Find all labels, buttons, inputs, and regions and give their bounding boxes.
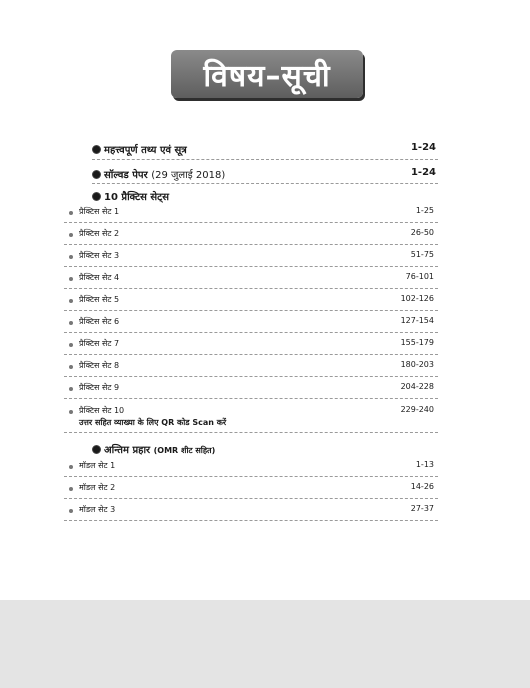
item-bullet-icon [69, 343, 73, 347]
section-title[interactable]: महत्त्वपूर्ण तथ्य एवं सूत्र [104, 145, 187, 156]
divider [64, 222, 438, 223]
item-bullet-icon [69, 255, 73, 259]
section-title[interactable] [104, 167, 225, 181]
divider [64, 376, 438, 377]
item-pages: 76-101 [405, 272, 434, 281]
divider [64, 520, 438, 521]
divider [64, 332, 438, 333]
divider [64, 354, 438, 355]
item-pages: 27-37 [410, 504, 434, 513]
list-item[interactable]: प्रैक्टिस सेट 2 [79, 229, 120, 238]
list-item[interactable]: मॉडल सेट 1 [79, 461, 116, 470]
item-bullet-icon [69, 365, 73, 369]
item-pages: 229-240 [400, 405, 434, 414]
item-bullet-icon [69, 387, 73, 391]
qr-note: उत्तर सहित व्याख्या के लिए QR कोड Scan करें [79, 418, 227, 427]
item-pages: 1-13 [415, 460, 434, 469]
section-pages: 1-24 [410, 142, 436, 153]
list-item[interactable]: प्रैक्टिस सेट 10 [79, 406, 125, 415]
item-pages: 204-228 [400, 382, 434, 391]
list-item[interactable]: प्रैक्टिस सेट 9 [79, 383, 120, 392]
list-item[interactable]: प्रैक्टिस सेट 7 [79, 339, 120, 348]
item-bullet-icon [69, 211, 73, 215]
item-bullet-icon [69, 277, 73, 281]
section-title-suffix: (29 जुलाई 2018) [151, 170, 226, 181]
divider [64, 398, 438, 399]
divider [92, 159, 438, 160]
list-item[interactable]: प्रैक्टिस सेट 5 [79, 295, 120, 304]
item-pages: 102-126 [400, 294, 434, 303]
list-item[interactable]: प्रैक्टिस सेट 4 [79, 273, 120, 282]
page-title: विषय–सूची [203, 58, 331, 94]
divider [64, 432, 438, 433]
list-item[interactable]: प्रैक्टिस सेट 1 [79, 207, 120, 216]
list-item[interactable]: मॉडल सेट 2 [79, 483, 116, 492]
item-pages: 127-154 [400, 316, 434, 325]
item-pages: 51-75 [410, 250, 434, 259]
section-title-text: अन्तिम प्रहार [104, 445, 151, 456]
item-pages: 180-203 [400, 360, 434, 369]
divider [64, 310, 438, 311]
item-bullet-icon [69, 233, 73, 237]
title-banner [171, 50, 363, 98]
divider [64, 266, 438, 267]
list-item[interactable]: प्रैक्टिस सेट 8 [79, 361, 120, 370]
item-bullet-icon [69, 410, 73, 414]
divider [64, 476, 438, 477]
list-item[interactable]: प्रैक्टिस सेट 3 [79, 251, 120, 260]
section-title[interactable]: 10 प्रैक्टिस सेट्स [104, 192, 169, 203]
list-item[interactable]: प्रैक्टिस सेट 6 [79, 317, 120, 326]
section-bullet-icon [92, 445, 101, 454]
item-pages: 14-26 [410, 482, 434, 491]
item-pages: 155-179 [400, 338, 434, 347]
item-bullet-icon [69, 299, 73, 303]
item-pages: 26-50 [410, 228, 434, 237]
divider [92, 183, 438, 184]
section-pages: 1-24 [410, 167, 436, 178]
divider [64, 498, 438, 499]
section-title[interactable] [104, 442, 215, 456]
item-bullet-icon [69, 509, 73, 513]
divider [64, 244, 438, 245]
divider [64, 288, 438, 289]
section-bullet-icon [92, 145, 101, 154]
section-title-suffix: (OMR शीट सहित) [153, 446, 216, 455]
bottom-margin-band [0, 600, 530, 688]
item-bullet-icon [69, 321, 73, 325]
section-title-text: सॉल्वड पेपर [104, 170, 148, 181]
item-pages: 1-25 [415, 206, 434, 215]
section-bullet-icon [92, 192, 101, 201]
item-bullet-icon [69, 487, 73, 491]
list-item[interactable]: मॉडल सेट 3 [79, 505, 116, 514]
item-bullet-icon [69, 465, 73, 469]
section-bullet-icon [92, 170, 101, 179]
